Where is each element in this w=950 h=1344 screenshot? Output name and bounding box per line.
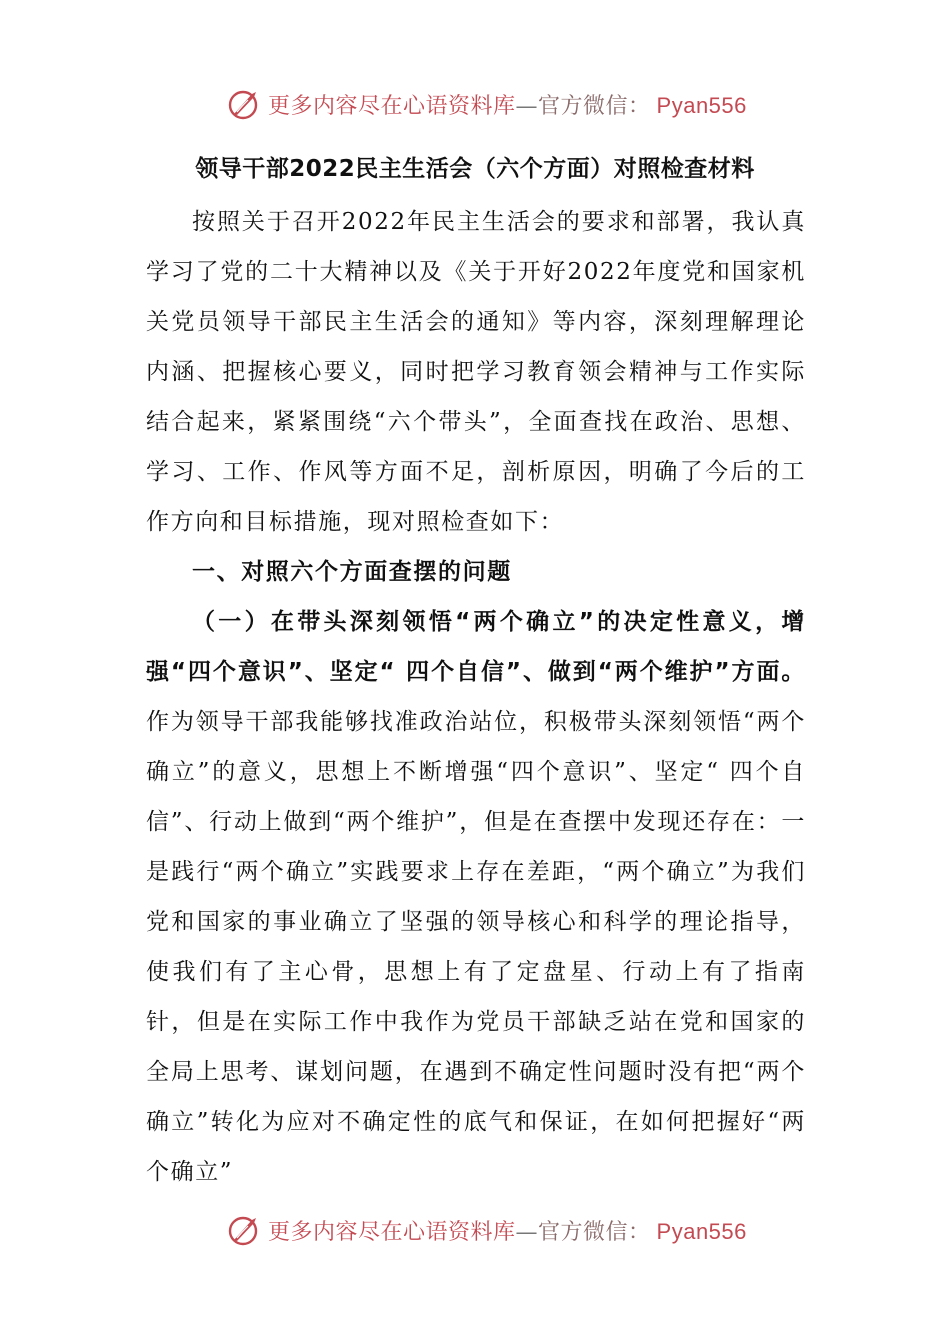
banner-text: 更多内容尽在心语资料库—官方微信： Pyan556 <box>268 92 747 119</box>
section-heading: 一、对照六个方面查摆的问题 <box>192 559 512 585</box>
subsection-body: 作为领导干部我能够找准政治站位，积极带头深刻领悟“两个确立”的意义，思想上不断增强“四个意识”、坚定“ 四个自信”、行动上做到“两个维护”，但是在查摆中发现还存在：一是践行“两个确立”实践要求上存在差距，“两个确立”为我们党和国家的事业确立了坚强的领导核心和科学的理论指导，使我们有了主心骨，思想上有了定盘星、行动上有了指南针，但是在实际工作中我作为党员干部缺乏站在党和国家的全局上思考、谋划问题，在遇到不确定性问题时没有把“两个确立”转化为应对不确定性的底气和保证，在如何把握好“两个确立” <box>146 709 806 1185</box>
footer-banner <box>0 1210 950 1250</box>
subsection-paragraph <box>146 597 806 1197</box>
subsection-heading: （一）在带头深刻领悟“两个确立”的决定性意义，增强“四个意识”、坚定“ 四个自信”、做到“两个维护”方面。 <box>146 609 806 685</box>
intro-paragraph: 按照关于召开2022年民主生活会的要求和部署，我认真学习了党的二十大精神以及《关于开好2022年度党和国家机关党员领导干部民主生活会的通知》等内容，深刻理解理论内涵、把握核心要义，同时把学习教育领会精神与工作实际结合起来，紧紧围绕“六个带头”，全面查找在政治、思想、学习、工作、作风等方面不足，剖析原因，明确了今后的工作方向和目标措施，现对照检查如下： <box>146 209 806 535</box>
quill-logo-icon <box>226 86 262 122</box>
banner-text: 更多内容尽在心语资料库—官方微信： Pyan556 <box>268 1218 747 1245</box>
document-body <box>146 197 806 1197</box>
header-banner <box>0 84 950 124</box>
document-title: 领导干部2022民主生活会（六个方面）对照检查材料 <box>195 156 755 182</box>
quill-logo-icon <box>226 1212 262 1248</box>
